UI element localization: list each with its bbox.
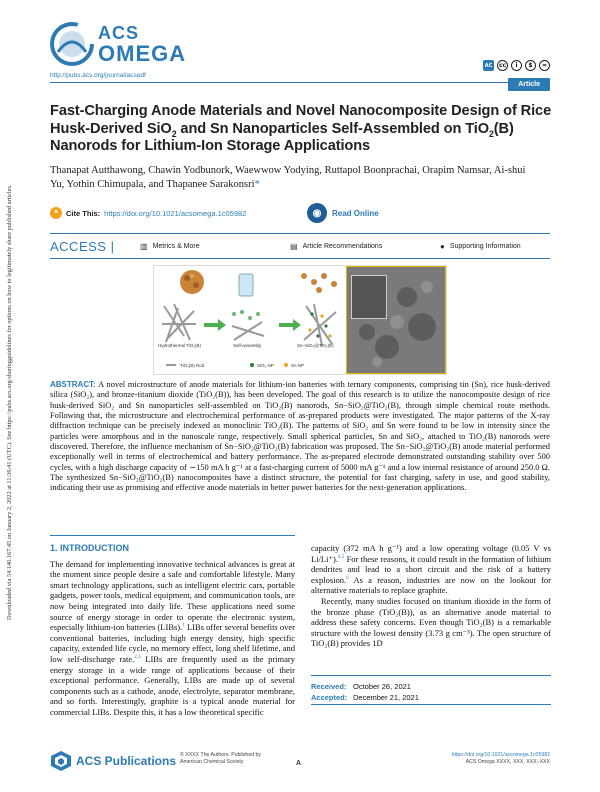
download-note: [5, 184, 33, 620]
accepted-label: Accepted:: [311, 693, 348, 702]
nc-icon[interactable]: $: [525, 60, 536, 71]
title-sub2: 2: [488, 128, 494, 139]
received-label: Received:: [311, 682, 347, 691]
cc-icon[interactable]: cc: [498, 62, 507, 69]
section-divider: [50, 535, 295, 536]
intro-r1: capacity (372 mA h g⁻¹) and a low operating voltage (0.05 V vs Li/Li⁺).: [311, 543, 551, 564]
ref-6[interactable]: 6: [346, 574, 349, 581]
copyright-line2: American Chemical Society: [180, 758, 244, 765]
read-online-icon: ◉: [307, 203, 327, 223]
copyright: [180, 752, 261, 765]
header-divider: [50, 82, 550, 83]
acs-omega-logo-icon: [50, 22, 94, 66]
right-column: [311, 543, 551, 649]
intro-right-paragraph-2: Recently, many studies focused on titanium dioxide in the form of the bronze phase (TiO₂(B)), as an alternative anode material to address these safety concerns. Even though TiO₂(B) is a remarkable structure with the lowest density (3.73 g cm⁻³). The open structure of TiO₂(B) provides 1D: [311, 595, 551, 649]
journal-logo[interactable]: [50, 20, 187, 70]
cite-icon: ❝: [50, 207, 62, 219]
nd-icon[interactable]: =: [539, 60, 550, 71]
abstract: [50, 380, 550, 494]
tem-texture: [347, 267, 444, 372]
cite-row: [50, 207, 246, 219]
download-note-text: Downloaded via 54.146.167.45 on January 2, 2022 at 11:36:41 (UTC). See https://pubs.acs.org/sharingguidelines for options on how to legitimately share published articles.: [6, 184, 13, 620]
ref-2-3[interactable]: 2,3: [134, 654, 141, 661]
accepted-date: December 21, 2021: [353, 693, 419, 702]
document-icon: ▤: [290, 241, 298, 251]
ref-1[interactable]: 1: [182, 622, 185, 629]
intro-paragraph-1: [50, 559, 295, 718]
author-list: [50, 164, 540, 191]
abstract-text: A novel microstructure of anode materials for lithium-ion batteries with ternary components, comprising tin (Sn), rice husk-derived silica (SiO₂), and bronze-titanium dioxide (TiO₂(B)), has been developed. The goal of this research is to utilize the nanocomposite design of rice husk-derived SiO₂ and Sn nanoparticles self-assembled on TiO₂(B) nanorods, Sn−SiO₂@TiO₂(B), through simple chemical route methods. Following that, the microstructure and electrochemical performance of as-prepared products were investigated. The major patterns of the X-ray diffraction technique can be precisely indexed as monoclinic TiO₂(B). The patterns of SiO₂ and Sn were found to be low in intensity since the particles were amorphous and in the nanoscale range, respectively. Small spherical particles, Sn and SiO₂, attached to TiO₂(B) nanorods were discovered. Therefore, the influence mechanism of Sn−SiO₂@TiO₂(B) fabrication was proposed. The Sn−SiO₂@TiO₂(B) anode material performed exceptionally well in terms of electrochemical and battery performance. The as-prepared electrode demonstrated outstanding stability over 500 cycles, with a high discharge capacity of ∼150 mA h g⁻¹ at a fast-charging current of 5000 mA g⁻¹ and a low internal resistance of around 250.0 Ω. The synthesized Sn−SiO₂@TiO₂(B) nanocomposites have a distinct structure, the potential for fast charging, safety in use, and good stability, indicating their use as promising and effective anode materials in better power batteries for the next-generation applications.: [50, 380, 550, 493]
read-online-label: Read Online: [332, 208, 379, 218]
ref-4-5[interactable]: 4,5: [337, 553, 345, 560]
access-bar: [50, 233, 550, 259]
journal-url[interactable]: http://pubs.acs.org/journal/acsodf: [50, 72, 146, 79]
acs-publications-icon: [50, 750, 72, 772]
read-online-button[interactable]: [307, 203, 379, 223]
graphical-abstract: [153, 265, 447, 375]
access-title: ACCESS |: [50, 238, 115, 254]
publisher-name: ACS Publications: [76, 754, 177, 768]
title-part2: and Sn Nanoparticles Self-Assembled on TiO: [176, 120, 489, 137]
intro-r1b: For these reasons, it could result in the formation of lithium dendrites and lead to a short circuit and the risk of a battery explosion.: [311, 553, 551, 585]
recommendations-label: Article Recommendations: [302, 242, 383, 250]
metrics-link[interactable]: [140, 242, 290, 251]
left-column: [50, 543, 295, 718]
introduction-heading: 1. INTRODUCTION: [50, 543, 130, 553]
title-part1: Fast-Charging Anode Materials and Novel Nanocomposite Design of Rice Husk-Derived SiO: [50, 103, 552, 137]
label-sn: Sn NP: [291, 363, 305, 368]
title-part3: (B) Nanorods for Lithium-Ion Storage Applications: [50, 120, 514, 154]
label-sio2: SiO₂ NP: [257, 363, 274, 368]
label-self-assembly: Self-assembly: [233, 343, 262, 348]
ac-icon[interactable]: AC: [483, 60, 494, 71]
corresponding-mark: *: [254, 178, 260, 190]
page-number: A: [296, 760, 302, 767]
authors-text: Thanapat Autthawong, Chawin Yodbunork, Waewwow Yodying, Ruttapol Boonprachai, Orapim Namsar, Ai-shui Yu, Yothin Chimupala, and Thapanee Sarakonsri: [50, 165, 526, 190]
intro-p1: The demand for implementing innovative technical advances is great at the moment since people desire a safe and comfortable lifestyle. Many smart technology applications, such as intelligent electric cars, portable gadgets, power tools, medical equipment, and communication tools, are now being integrated into daily life. These applications need some source of energy storage in order to operate the electronic system, especially lithium-ion batteries (LIBs).: [50, 558, 295, 633]
doi-link[interactable]: https://doi.org/10.1021/acsomega.1c05982: [104, 208, 247, 218]
footer-doi[interactable]: https://doi.org/10.1021/acsomega.1c05982: [451, 752, 550, 758]
intro-p1c: LIBs are frequently used as the primary energy storage in a wide range of applications because of their exceptional performance. Generally, LIBs are made up of several components such as a cathode, anode, electrolyte, separator membrane, and so forth. Interestingly, graphite is a typical anode material for commercial LIBs. Despite this, it has a low theoretical specific: [50, 653, 295, 717]
logo-line1: ACS: [98, 23, 140, 43]
article-title: [50, 103, 552, 156]
by-icon[interactable]: i: [511, 60, 522, 71]
article-badge: Article: [508, 78, 550, 91]
synthesis-scheme-graphic: [154, 266, 346, 374]
dates-divider: [311, 704, 551, 705]
supporting-info-link[interactable]: [440, 242, 521, 251]
license-icons: [483, 60, 550, 71]
supporting-label: Supporting Information: [449, 242, 521, 250]
title-sub1: 2: [171, 128, 177, 139]
tem-micrograph: [346, 266, 446, 374]
article-dates: [311, 675, 551, 703]
cite-label: Cite This:: [66, 208, 101, 218]
label-rod: TiO₂(B) Rod: [180, 363, 205, 368]
intro-p1b: LIBs offer several benefits over conventional batteries, including high energy density, high specific capacity, extended life cycle, no memory effect, long shelf lifetime, and low self-discharge rate.: [50, 622, 295, 664]
logo-line2: OMEGA: [98, 41, 187, 66]
footer-citation: [452, 752, 550, 766]
label-product: Sn–SiO₂@TiO₂(B): [297, 343, 334, 348]
metrics-label: Metrics & More: [152, 242, 200, 250]
intro-r1c: As a reason, industries are now on the lookout for alternative materials to replace graphite.: [311, 574, 551, 596]
intro-right-paragraph-1: [311, 543, 551, 596]
copyright-line1: © XXXX The Authors. Published by: [180, 752, 262, 758]
abstract-label: ABSTRACT:: [50, 380, 96, 389]
supporting-info-icon: ●: [440, 241, 445, 251]
bar-chart-icon: ▥: [140, 241, 148, 251]
acs-publications-logo[interactable]: [50, 750, 176, 772]
label-hydrothermal: Hydrothermal TiO₂(B): [158, 343, 202, 348]
footer-journal-citation: ACS Omega XXXX, XXX, XXX−XXX: [465, 759, 550, 765]
recommendations-link[interactable]: [290, 242, 440, 251]
received-date: October 26, 2021: [353, 682, 411, 691]
